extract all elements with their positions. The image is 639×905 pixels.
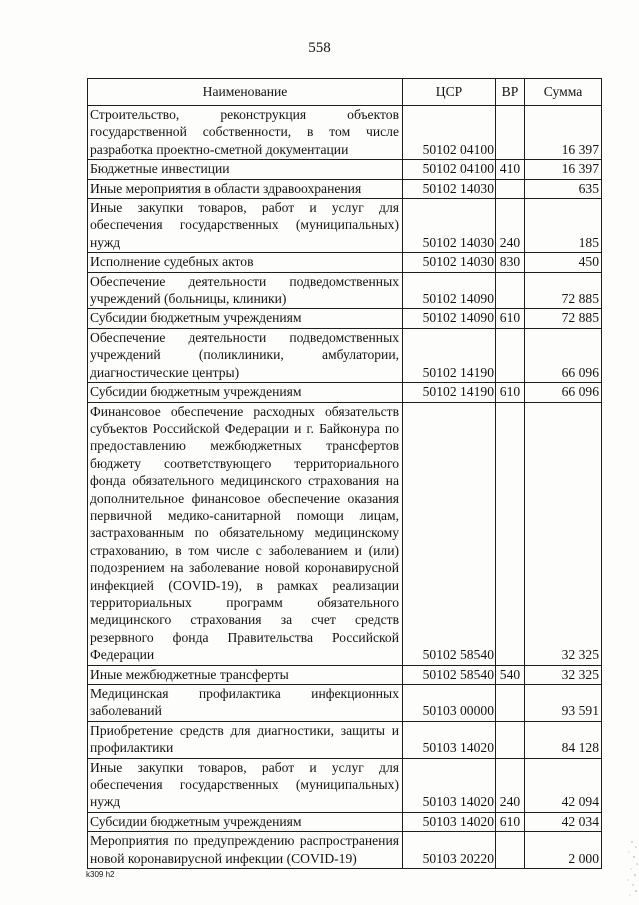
row-sum: 450	[525, 253, 602, 272]
row-csr: 50102 58540	[403, 402, 496, 665]
row-vr	[496, 832, 525, 869]
row-sum: 66 096	[525, 383, 602, 402]
row-sum: 42 094	[525, 758, 602, 812]
budget-table	[87, 78, 602, 869]
row-name: Исполнение судебных актов	[88, 253, 403, 272]
scan-noise-decoration	[612, 838, 638, 898]
table-row	[88, 685, 602, 722]
row-vr	[496, 721, 525, 758]
row-vr	[496, 402, 525, 665]
row-name: Обеспечение деятельности подведомственных учреждений (поликлиники, амбулатории, диагностические центры)	[88, 328, 403, 382]
row-name: Строительство, реконструкция объектов государственной собственности, в том числе разработка проектно-сметной документации	[88, 106, 403, 160]
row-csr: 50102 58540	[403, 665, 496, 684]
table-row	[88, 179, 602, 198]
row-csr: 50102 04100	[403, 160, 496, 179]
row-sum: 32 325	[525, 665, 602, 684]
row-csr: 50102 14090	[403, 272, 496, 309]
row-csr: 50102 14090	[403, 309, 496, 328]
row-vr: 830	[496, 253, 525, 272]
row-sum: 16 397	[525, 106, 602, 160]
row-name: Обеспечение деятельности подведомственных учреждений (больницы, клиники)	[88, 272, 403, 309]
row-csr: 50102 14190	[403, 328, 496, 382]
table-row	[88, 812, 602, 831]
row-csr: 50103 00000	[403, 685, 496, 722]
row-vr: 410	[496, 160, 525, 179]
row-vr: 610	[496, 812, 525, 831]
table-header-row	[88, 79, 602, 106]
row-vr: 610	[496, 309, 525, 328]
row-name: Субсидии бюджетным учреждениям	[88, 383, 403, 402]
row-vr	[496, 106, 525, 160]
table-row	[88, 665, 602, 684]
row-vr: 540	[496, 665, 525, 684]
row-csr: 50103 20220	[403, 832, 496, 869]
table-row	[88, 758, 602, 812]
row-vr: 240	[496, 758, 525, 812]
header-name: Наименование	[88, 79, 403, 106]
table-row	[88, 402, 602, 665]
table-row	[88, 272, 602, 309]
row-name: Мероприятия по предупреждению распространения новой коронавирусной инфекции (COVID-19)	[88, 832, 403, 869]
table-row	[88, 199, 602, 253]
table-row	[88, 383, 602, 402]
table-row	[88, 309, 602, 328]
row-sum: 84 128	[525, 721, 602, 758]
row-sum: 2 000	[525, 832, 602, 869]
row-name: Иные закупки товаров, работ и услуг для обеспечения государственных (муниципальных) нужд	[88, 758, 403, 812]
row-csr: 50103 14020	[403, 812, 496, 831]
table-row	[88, 106, 602, 160]
row-vr	[496, 328, 525, 382]
row-vr	[496, 685, 525, 722]
row-sum: 93 591	[525, 685, 602, 722]
row-csr: 50102 14030	[403, 253, 496, 272]
row-name: Иные закупки товаров, работ и услуг для обеспечения государственных (муниципальных) нужд	[88, 199, 403, 253]
row-sum: 185	[525, 199, 602, 253]
table-row	[88, 253, 602, 272]
row-name: Иные межбюджетные трансферты	[88, 665, 403, 684]
footer-code: k309 h2	[86, 870, 115, 879]
row-sum: 66 096	[525, 328, 602, 382]
row-sum: 72 885	[525, 272, 602, 309]
row-vr	[496, 272, 525, 309]
row-sum: 16 397	[525, 160, 602, 179]
row-name: Субсидии бюджетным учреждениям	[88, 812, 403, 831]
row-name: Финансовое обеспечение расходных обязательств субъектов Российской Федерации и г. Байконура по предоставлению межбюджетных трансфертов бюджету соответствующего территориального фонда обязательного медицинского страхования на дополнительное финансовое обеспечение оказания первичной медико-санитарной помощи лицам, застрахованным по обязательному медицинскому страхованию, в том числе с заболеванием и (или) подозрением на заболевание новой коронавирусной инфекцией (COVID-19), в рамках реализации территориальных программ обязательного медицинского страхования за счет средств резервного фонда Правительства Российской Федерации	[88, 402, 403, 665]
table-row	[88, 721, 602, 758]
page-number: 558	[308, 40, 331, 56]
row-csr: 50102 14190	[403, 383, 496, 402]
header-sum: Сумма	[525, 79, 602, 106]
header-csr: ЦСР	[403, 79, 496, 106]
table-row	[88, 328, 602, 382]
row-vr: 610	[496, 383, 525, 402]
row-vr: 240	[496, 199, 525, 253]
table-row	[88, 160, 602, 179]
row-name: Приобретение средств для диагностики, защиты и профилактики	[88, 721, 403, 758]
row-name: Бюджетные инвестиции	[88, 160, 403, 179]
row-csr: 50102 04100	[403, 106, 496, 160]
row-sum: 32 325	[525, 402, 602, 665]
row-csr: 50102 14030	[403, 199, 496, 253]
row-csr: 50102 14030	[403, 179, 496, 198]
row-csr: 50103 14020	[403, 721, 496, 758]
row-name: Иные мероприятия в области здравоохранения	[88, 179, 403, 198]
row-sum: 72 885	[525, 309, 602, 328]
table-row	[88, 832, 602, 869]
row-vr	[496, 179, 525, 198]
row-name: Субсидии бюджетным учреждениям	[88, 309, 403, 328]
header-vr: ВР	[496, 79, 525, 106]
row-sum: 635	[525, 179, 602, 198]
row-name: Медицинская профилактика инфекционных заболеваний	[88, 685, 403, 722]
row-csr: 50103 14020	[403, 758, 496, 812]
row-sum: 42 034	[525, 812, 602, 831]
